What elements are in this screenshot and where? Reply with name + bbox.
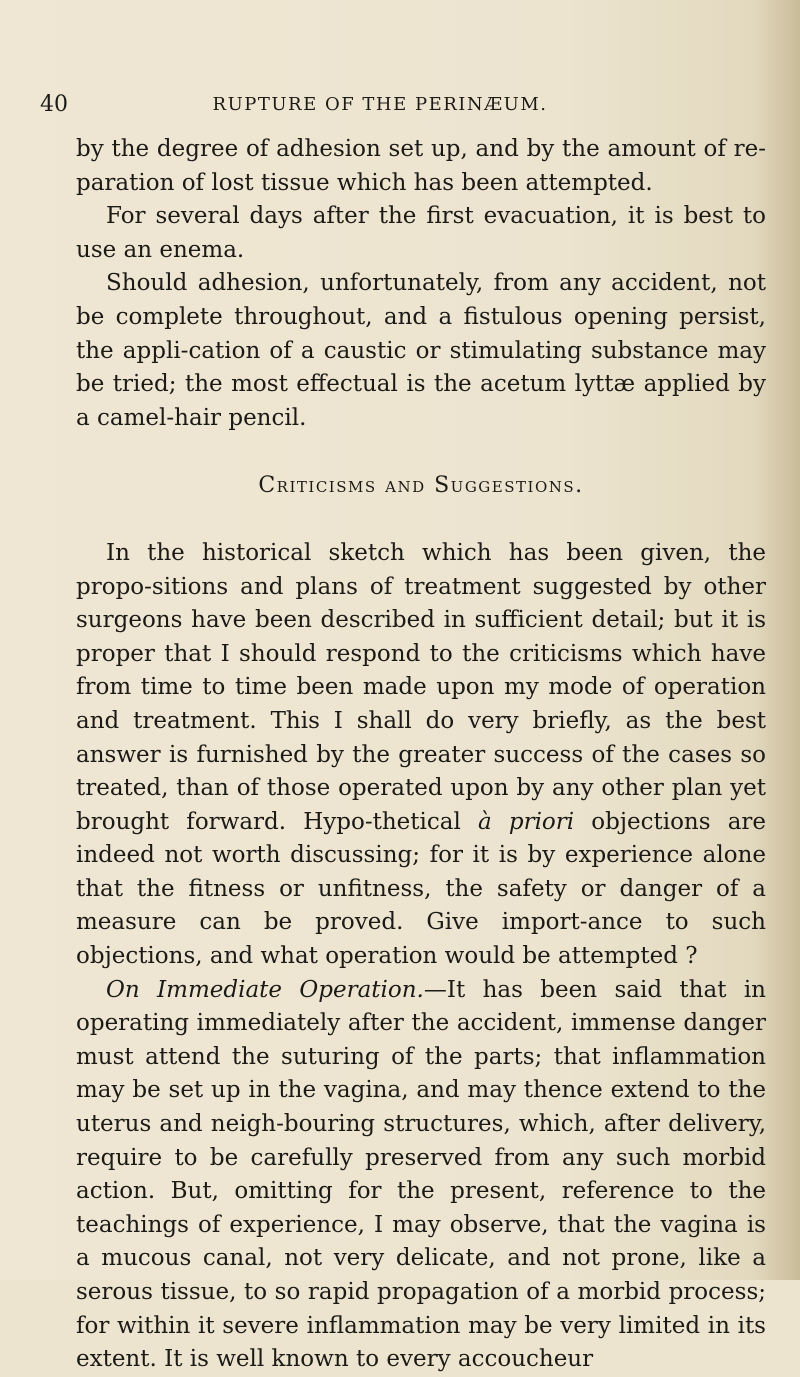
page-header [40, 92, 720, 132]
paragraph-historical-sketch-text-a: In the historical sketch which has been given, the propo-sitions and plans of treatment suggested by other surgeons have been described in sufficient detail; but it is proper that I should respond to the criticisms which have from time to time been made upon my mode of operation and treatment. This I shall do very briefly, as the best answer is furnished by the greater success of the cases so treated, than of those operated upon by any other plan yet brought forward. Hypo-thetical [76, 539, 766, 835]
paragraph-enema: For several days after the first evacuation, it is best to use an enema. [76, 203, 766, 263]
paragraph-historical-sketch [76, 537, 766, 974]
a-priori-italic: à priori [478, 808, 575, 835]
section-heading: Criticisms and Suggestions. [258, 473, 584, 499]
paragraph-immediate-operation-text: —It has been said that in operating immediately after the accident, immense danger must attend the suturing of the parts; that inflammation may be set up in the vagina, and may thence extend to the uterus and neigh-bouring structures, which, after delivery, require to be carefully preserved from any such morbid action. But, omitting for the present, reference to the teachings of experience, I may observe, that the vagina is a mucous canal, not very delicate, and not prone, like a serous tissue, to so rapid propagation of a morbid process; for within it severe inflammation may be very limited in its extent. It is well known to every accoucheur [76, 976, 766, 1373]
paragraph-fistulous-opening: Should adhesion, unfortunately, from any accident, not be complete throughout, and a fistulous opening persist, the appli-cation of a caustic or stimulating substance may be tried; the most effectual is the acetum lyttæ applied by a camel-hair pencil. [76, 270, 766, 431]
paragraph-historical-sketch-text-b: objections are indeed not worth discussing; for it is by experience alone that the fitness or unfitness, the safety or danger of a measure can be proved. Give import-ance to such objections, and what operation would be attempted ? [76, 808, 767, 970]
page-number: 40 [40, 92, 68, 117]
body-text [76, 133, 766, 1377]
paragraph-adhesion-degree: by the degree of adhesion set up, and by the amount of re-paration of lost tissue which has been attempted. [76, 136, 766, 196]
paragraph-immediate-operation [76, 974, 766, 1377]
running-head: RUPTURE OF THE PERINÆUM. [212, 94, 548, 115]
immediate-operation-italic: On Immediate Operation. [106, 976, 424, 1003]
